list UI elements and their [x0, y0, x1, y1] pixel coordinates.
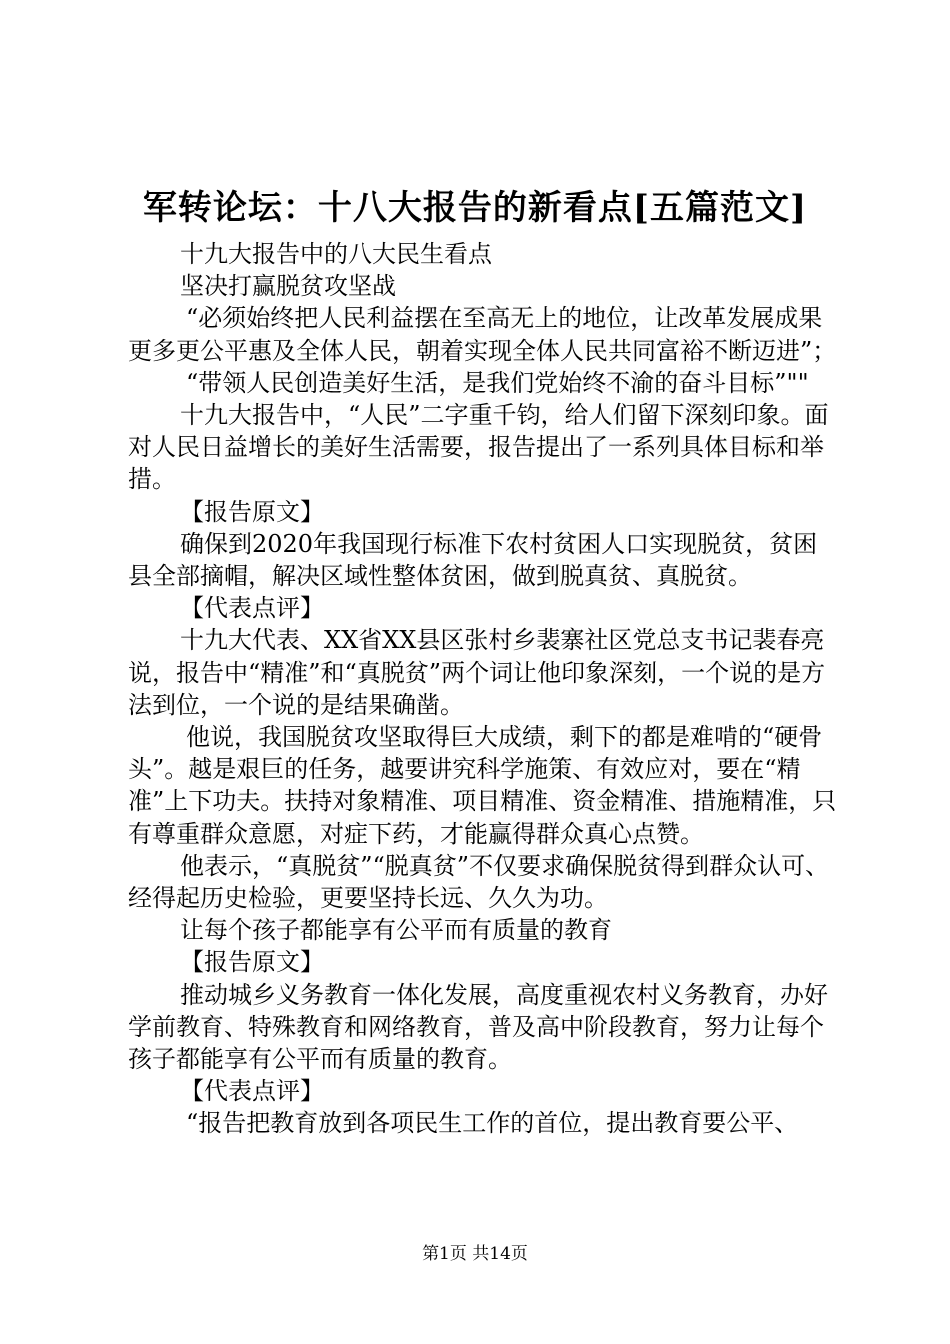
section-heading: 十九大报告中的八大民生看点	[180, 240, 492, 268]
label-report-original: 【报告原文】	[180, 948, 324, 977]
paragraph: 确保到2020年我国现行标准下农村贫困人口实现脱贫，贫困县全部摘帽，解决区域性整体贫困，做到脱真贫、真脱贫。	[128, 529, 818, 591]
section-heading: 让每个孩子都能享有公平而有质量的教育	[180, 916, 612, 945]
paragraph: 十九大报告中，“人民”二字重千钧，给人们留下深刻印象。面对人民日益增长的美好生活需要，报告提出了一系列具体目标和举措。	[128, 401, 829, 494]
label-delegate-comment: 【代表点评】	[180, 1077, 324, 1106]
paragraph: “报告把教育放到各项民生工作的首位，提出教育要公平、	[186, 1109, 799, 1138]
section-heading: 坚决打赢脱贫攻坚战	[180, 272, 396, 301]
document-title: 军转论坛：十八大报告的新看点[五篇范文]	[142, 188, 808, 228]
paragraph: 他说，我国脱贫攻坚取得巨大成绩，剩下的都是难啃的“硬骨头”。越是艰巨的任务，越要讲究科学施策、有效应对，要在“精准”上下功夫。扶持对象精准、项目精准、资金精准、措施精准，只有尊重群众意愿，对症下药，才能赢得群众真心点赞。	[128, 723, 837, 848]
document-body	[128, 238, 838, 1140]
label-report-original: 【报告原文】	[180, 497, 324, 526]
paragraph: 他表示，“真脱贫”“脱真贫”不仅要求确保脱贫得到群众认可、经得起历史检验，更要坚持长远、久久为功。	[128, 851, 830, 913]
page-footer: 第1页 共14页	[422, 1244, 528, 1264]
paragraph: 十九大代表、XX省XX县区张村乡裴寨社区党总支书记裴春亮说，报告中“精准”和“真脱贫”两个词让他印象深刻，一个说的是方法到位，一个说的是结果确凿。	[128, 626, 826, 719]
paragraph: 推动城乡义务教育一体化发展，高度重视农村义务教育，办好学前教育、特殊教育和网络教育，普及高中阶段教育，努力让每个孩子都能享有公平而有质量的教育。	[128, 980, 828, 1074]
label-delegate-comment: 【代表点评】	[180, 594, 324, 623]
paragraph: “带领人民创造美好生活，是我们党始终不渝的奋斗目标”""	[186, 368, 809, 397]
paragraph: “必须始终把人民利益摆在至高无上的地位，让改革发展成果更多更公平惠及全体人民，朝着实现全体人民共同富裕不断迈进”；	[128, 304, 837, 365]
